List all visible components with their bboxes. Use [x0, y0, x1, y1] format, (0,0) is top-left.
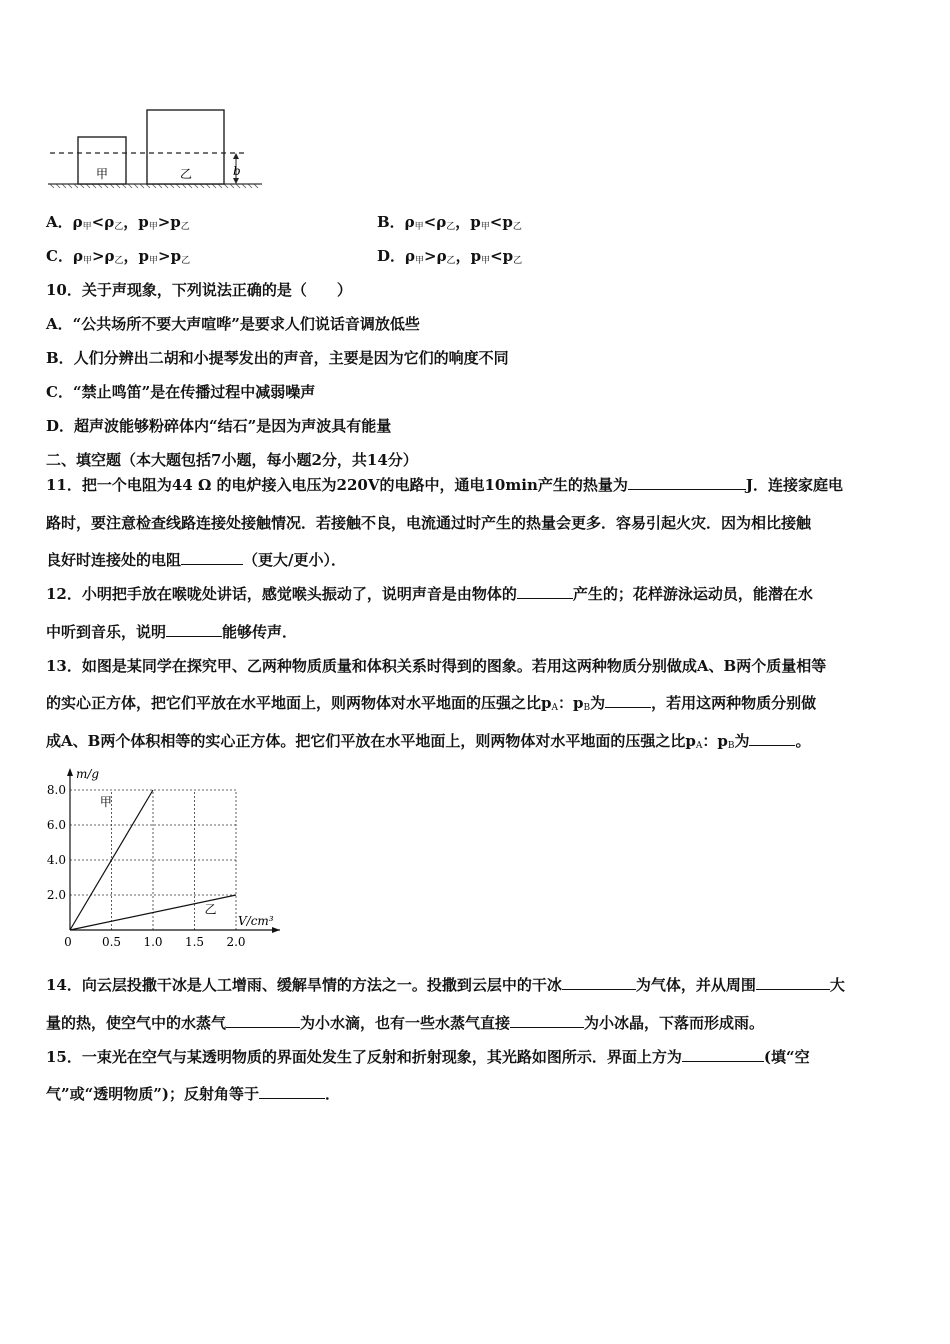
height-arrow-top: [233, 153, 239, 159]
q15-blank-1[interactable]: [682, 1047, 764, 1062]
q13-line-3: 成A、B两个体积相等的实心正方体。把它们平放在水平地面上，则两物体对水平地面的压强之比$p_A$：$p_B$为 。: [46, 732, 811, 751]
origin-label: 0: [64, 935, 72, 949]
mass-volume-chart: [40, 760, 290, 955]
x-tick-label-3: 2.0: [226, 935, 246, 949]
q12-blank-2[interactable]: [166, 622, 222, 637]
q13-blank-2[interactable]: [749, 731, 795, 746]
q9-option-d: D．$\rho_甲>\rho_乙$，$p_甲<p_乙$: [377, 247, 523, 266]
q10-option-b: B．人们分辨出二胡和小提琴发出的声音，主要是因为它们的响度不同: [46, 349, 509, 367]
q11-blank-2[interactable]: [181, 550, 243, 565]
q11-blank-1[interactable]: [628, 475, 746, 490]
series-label-jia: 甲: [99, 794, 112, 809]
q15-line-2: 气”或“透明物质”)；反射角等于 ．: [46, 1085, 340, 1103]
chart-labels: [47, 767, 274, 949]
q12-line-2: 中听到音乐，说明 能够传声．: [46, 623, 298, 641]
q13-line-2: 的实心正方体，把它们平放在水平地面上，则两物体对水平地面的压强之比$p_A$：$p_B$为 ，若用这两种物质分别做: [46, 694, 817, 713]
q14-line-2: 量的热，使空气中的水蒸气 为小水滴，也有一些水蒸气直接 为小冰晶，下落而形成雨。: [46, 1014, 765, 1032]
height-label: b: [233, 164, 241, 178]
q10-option-a: A．“公共场所不要大声喧哗”是要求人们说话音调放低些: [46, 315, 420, 333]
section-heading: 二、填空题（本大题包括7小题，每小题2分，共14分）: [46, 451, 418, 469]
block-jia-label: 甲: [96, 167, 109, 181]
y-tick-label-1: 6.0: [46, 818, 66, 832]
q14-blank-3[interactable]: [226, 1013, 300, 1028]
q10-stem: 10．关于声现象，下列说法正确的是（ ）: [46, 281, 352, 299]
block-yi-label: 乙: [180, 167, 193, 181]
q14-blank-4[interactable]: [510, 1013, 584, 1028]
x-axis-label: V/cm³: [238, 914, 274, 928]
q9-option-b: B．$\rho_甲<\rho_乙$，$p_甲<p_乙$: [377, 213, 522, 232]
q15-line-1: 15．一束光在空气与某透明物质的界面处发生了反射和折射现象，其光路如图所示．界面上方为 (填“空: [46, 1048, 810, 1066]
q12-blank-1[interactable]: [517, 584, 573, 599]
y-tick-label-2: 4.0: [46, 853, 66, 867]
q11-line-3: 良好时连接处的电阻 （更大/更小）．: [46, 551, 346, 569]
q11-line-1: 11．把一个电阻为44 Ω 的电炉接入电压为220V的电路中，通电10min产生的热量为 J．连接家庭电: [46, 476, 843, 494]
y-tick-label-0: 8.0: [46, 783, 66, 797]
x-tick-label-1: 1.0: [143, 935, 163, 949]
q12-line-1: 12．小明把手放在喉咙处讲话，感觉喉头振动了，说明声音是由物体的 产生的；花样游泳运动员，能潜在水: [46, 585, 813, 603]
q14-blank-2[interactable]: [756, 975, 830, 990]
q9-option-a: A．$\rho_甲<\rho_乙$，$p_甲>p_乙$: [46, 213, 190, 232]
y-tick-label-3: 2.0: [46, 888, 66, 902]
q14-line-1: 14．向云层投撒干冰是人工增雨、缓解旱情的方法之一。投撒到云层中的干冰 为气体，并从周围 大: [46, 976, 845, 994]
height-arrow-bottom: [233, 178, 239, 184]
q13-blank-1[interactable]: [605, 693, 651, 708]
q9-figure: [46, 100, 276, 195]
q11-line-2: 路时，要注意检查线路连接处接触情况．若接触不良，电流通过时产生的热量会更多．容易引起火灾．因为相比接触: [46, 514, 812, 532]
y-axis-arrow: [67, 768, 73, 776]
x-tick-label-0: 0.5: [101, 935, 122, 949]
q14-blank-1[interactable]: [562, 975, 636, 990]
q15-blank-2[interactable]: [259, 1084, 325, 1099]
q9-option-c: C．$\rho_甲>\rho_乙$，$p_甲>p_乙$: [46, 247, 191, 266]
series-label-yi: 乙: [204, 902, 217, 917]
q13-line-1: 13．如图是某同学在探究甲、乙两种物质质量和体积关系时得到的图象。若用这两种物质分别做成A、B两个质量相等: [46, 657, 827, 675]
x-tick-label-2: 1.5: [184, 935, 205, 949]
q10-option-d: D．超声波能够粉碎体内“结石”是因为声波具有能量: [46, 417, 392, 435]
y-axis-label: m/g: [76, 767, 100, 781]
q10-option-c: C．“禁止鸣笛”是在传播过程中减弱噪声: [46, 383, 316, 401]
